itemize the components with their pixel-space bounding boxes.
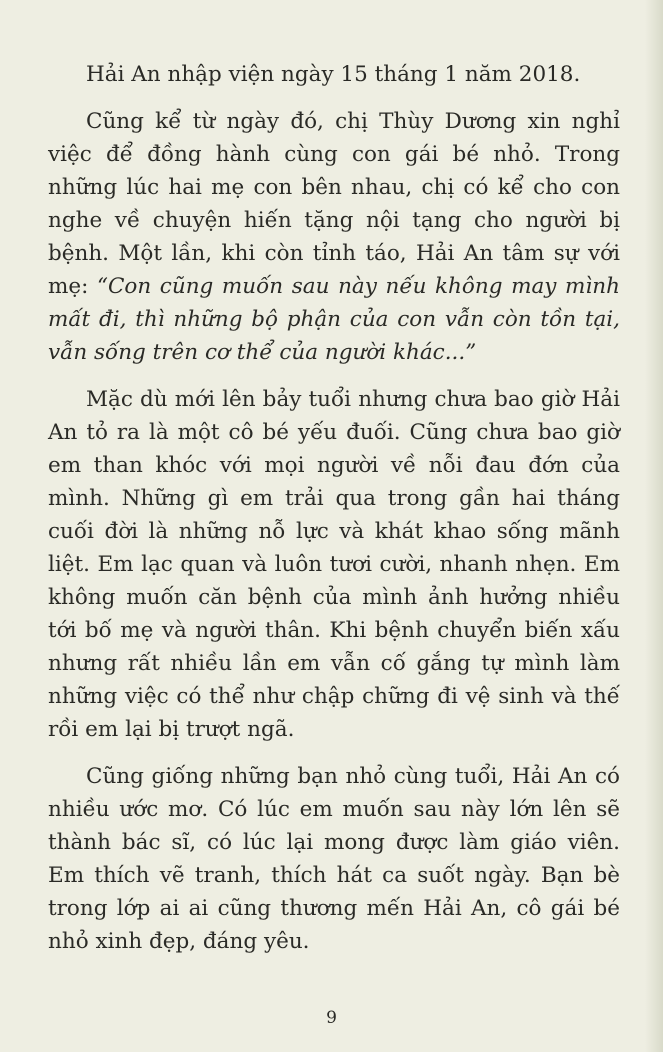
page-number: 9 (326, 1008, 337, 1028)
paragraph-3 (48, 383, 620, 746)
paragraph-2-text: Cũng kể từ ngày đó, chị Thùy Dương xin nghỉ việc để đồng hành cùng con gái bé nhỏ. Trong những lúc hai mẹ con bên nhau, chị có kể cho con nghe về chuyện hiến tặng nội tạng cho người bị bệnh. Một lần, khi còn tỉnh táo, Hải An tâm sự với mẹ: (48, 109, 620, 299)
body-text (48, 58, 620, 972)
paragraph-3-text: Mặc dù mới lên bảy tuổi nhưng chưa bao giờ Hải An tỏ ra là một cô bé yếu đuối. Cũng chưa bao giờ em than khóc với mọi người về nỗi đau đớn của mình. Những gì em trải qua trong gần hai tháng cuối đời là những nỗ lực và khát khao sống mãnh liệt. Em lạc quan và luôn tươi cười, nhanh nhẹn. Em không muốn căn bệnh của mình ảnh hưởng nhiều tới bố mẹ và người thân. Khi bệnh chuyển biến xấu nhưng rất nhiều lần em vẫn cố gắng tự mình làm những việc có thể như chập chững đi vệ sinh và thế rồi em lại bị trượt ngã. (48, 387, 620, 742)
paragraph-2 (48, 105, 620, 369)
paragraph-2-quote: “Con cũng muốn sau này nếu không may mình mất đi, thì những bộ phận của con vẫn còn tồn tại, vẫn sống trên cơ thể của người khác...” (48, 274, 620, 365)
paragraph-4-text: Cũng giống những bạn nhỏ cùng tuổi, Hải An có nhiều ước mơ. Có lúc em muốn sau này lớn lên sẽ thành bác sĩ, có lúc lại mong được làm giáo viên. Em thích vẽ tranh, thích hát ca suốt ngày. Bạn bè trong lớp ai ai cũng thương mến Hải An, cô gái bé nhỏ xinh đẹp, đáng yêu. (48, 764, 620, 954)
page-edge-shadow (645, 0, 663, 1052)
paragraph-4 (48, 760, 620, 958)
paragraph-1 (48, 58, 620, 91)
paragraph-1-text: Hải An nhập viện ngày 15 tháng 1 năm 2018. (86, 62, 581, 87)
